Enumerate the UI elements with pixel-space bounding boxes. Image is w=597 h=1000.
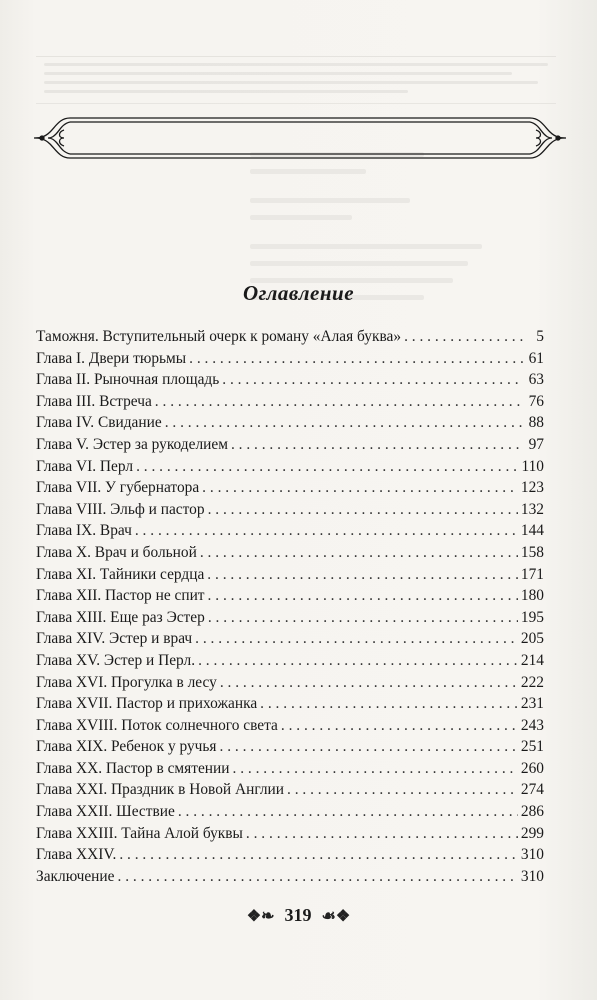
toc-entry (36, 326, 544, 348)
dot-leader (281, 715, 518, 737)
toc-entry-page: 214 (520, 651, 544, 669)
toc-entry-page: 123 (520, 479, 544, 497)
toc-entry (36, 348, 544, 370)
toc-entry-title: Глава VII. У губернатора (36, 479, 200, 497)
toc-entry-title: Глава IV. Свидание (36, 414, 162, 432)
toc-entry-title: Глава XI. Тайники сердца (36, 565, 205, 583)
contents-heading: Оглавление (242, 281, 355, 305)
toc-entry-page: 243 (520, 716, 544, 734)
toc-entry-page: 195 (520, 608, 544, 626)
dot-leader (208, 585, 518, 607)
toc-entry (36, 758, 544, 780)
toc-entry-title: Глава XVI. Прогулка в лесу (36, 673, 217, 691)
toc-entry-title: Глава XIV. Эстер и врач (36, 630, 193, 648)
toc-entry-page: 260 (520, 759, 544, 777)
toc-entry-title: Глава IX. Врач (36, 522, 132, 540)
toc-entry-title: Глава XXII. Шествие (36, 803, 175, 821)
toc-entry-title: Глава XXI. Праздник в Новой Англии (36, 781, 285, 799)
toc-entry (36, 672, 544, 694)
toc-entry (36, 369, 544, 391)
toc-entry-page: 205 (520, 630, 544, 648)
toc-entry (36, 434, 544, 456)
toc-entry (36, 607, 544, 629)
bleed-through-text (36, 56, 556, 104)
dot-leader (136, 456, 518, 478)
toc-entry-page: 61 (528, 349, 544, 367)
dot-leader (200, 542, 518, 564)
dot-leader (189, 348, 523, 370)
toc-entry (36, 391, 544, 413)
dot-leader (208, 607, 518, 629)
toc-entry (36, 456, 544, 478)
dot-leader (233, 758, 518, 780)
dot-leader (231, 434, 523, 456)
toc-entry (36, 499, 544, 521)
page-footer (0, 905, 597, 926)
toc-entry-title: Глава III. Встреча (36, 392, 152, 410)
toc-entry-page: 158 (520, 543, 544, 561)
left-flourish-icon: ❖❧ (246, 907, 275, 925)
toc-entry (36, 866, 544, 888)
toc-entry-title: Глава XXIII. Тайна Алой буквы (36, 824, 243, 842)
page-number: 319 (284, 905, 312, 925)
dot-leader (118, 866, 518, 888)
toc-entry-page: 132 (520, 500, 544, 518)
toc-entry (36, 693, 544, 715)
dot-leader (207, 564, 518, 586)
toc-entry-page: 88 (528, 414, 544, 432)
toc-entry (36, 823, 544, 845)
toc-entry-title: Глава VI. Перл (36, 457, 134, 475)
dot-leader (222, 369, 523, 391)
toc-entry-title: Глава II. Рыночная площадь (36, 371, 220, 389)
toc-entry (36, 520, 544, 542)
dot-leader (135, 520, 518, 542)
toc-entry-page: 110 (521, 457, 544, 475)
dot-leader (202, 477, 518, 499)
toc-entry-page: 231 (520, 695, 544, 713)
toc-entry (36, 779, 544, 801)
toc-entry-page: 299 (520, 824, 544, 842)
toc-entry-title: Глава XIX. Ребенок у ручья (36, 738, 217, 756)
toc-entry-page: 310 (520, 846, 544, 864)
toc-entry (36, 542, 544, 564)
dot-leader (165, 412, 523, 434)
toc-entry-title: Глава X. Врач и больной (36, 543, 197, 561)
toc-entry-title: Глава XX. Пастор в смятении (36, 759, 230, 777)
toc-entry-page: 171 (520, 565, 544, 583)
toc-entry (36, 628, 544, 650)
toc-entry (36, 801, 544, 823)
toc-entry (36, 477, 544, 499)
toc-entry-title: Глава XVIII. Поток солнечного света (36, 716, 278, 734)
toc-entry (36, 585, 544, 607)
dot-leader (178, 801, 518, 823)
right-flourish-icon: ☙❖ (321, 907, 351, 925)
dot-leader (404, 326, 523, 348)
dot-leader (260, 693, 518, 715)
toc-entry-title: Глава I. Двери тюрьмы (36, 349, 187, 367)
dot-leader (119, 844, 518, 866)
toc-entry (36, 564, 544, 586)
dot-leader (220, 736, 518, 758)
toc-entry-title: Глава XVII. Пастор и прихожанка (36, 695, 258, 713)
toc-entry-page: 222 (520, 673, 544, 691)
toc-entry-page: 97 (528, 435, 544, 453)
toc-entry-title: Глава XV. Эстер и Перл. (36, 651, 196, 669)
toc-entry-page: 5 (536, 328, 544, 345)
toc-entry-title: Глава V. Эстер за рукоделием (36, 435, 228, 453)
toc-entry-title: Таможня. Вступительный очерк к роману «Алая буква» (36, 328, 402, 345)
toc-entry-page: 63 (528, 371, 544, 389)
toc-entry-page: 76 (528, 392, 544, 410)
dot-leader (287, 779, 518, 801)
toc-entry (36, 715, 544, 737)
dot-leader (155, 391, 523, 413)
ornamental-divider (30, 112, 570, 164)
dot-leader (208, 499, 518, 521)
dot-leader (195, 628, 518, 650)
toc-entry (36, 844, 544, 866)
dot-leader (198, 650, 518, 672)
dot-leader (246, 823, 518, 845)
toc-entry-page: 274 (520, 781, 544, 799)
toc-entry-title: Заключение (36, 867, 115, 885)
toc-entry-title: Глава XXIV. (36, 846, 117, 864)
toc-entry-title: Глава XII. Пастор не спит (36, 587, 205, 605)
table-of-contents (36, 326, 544, 887)
toc-entry (36, 412, 544, 434)
toc-entry-title: Глава XIII. Еще раз Эстер (36, 608, 205, 626)
toc-entry (36, 736, 544, 758)
toc-entry-page: 310 (520, 867, 544, 885)
toc-entry (36, 650, 544, 672)
toc-entry-page: 180 (520, 587, 544, 605)
toc-entry-title: Глава VIII. Эльф и пастор (36, 500, 205, 518)
toc-entry-page: 286 (520, 803, 544, 821)
toc-entry-page: 251 (520, 738, 544, 756)
dot-leader (220, 672, 518, 694)
toc-entry-page: 144 (520, 522, 544, 540)
